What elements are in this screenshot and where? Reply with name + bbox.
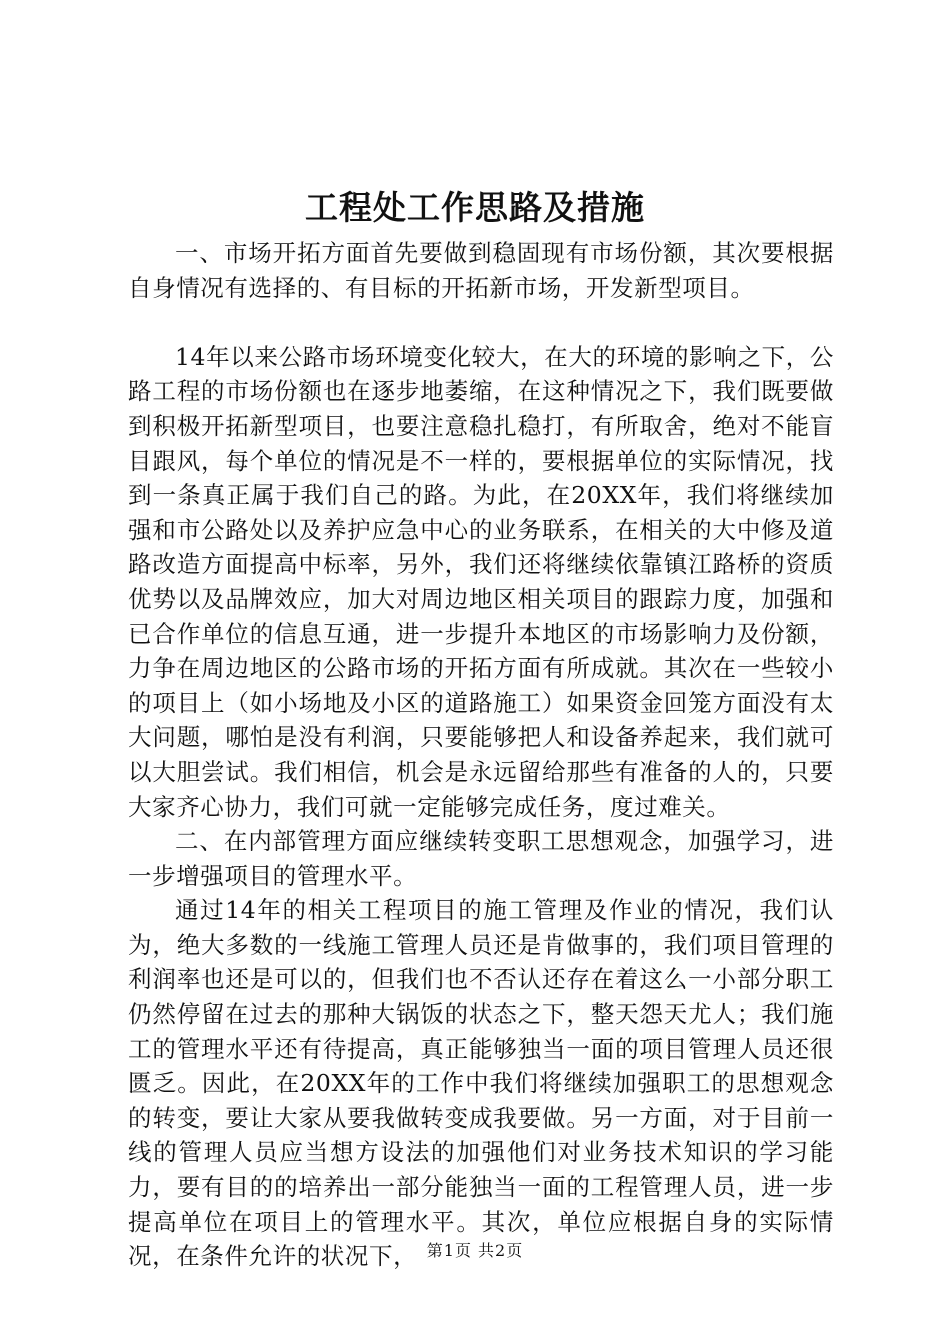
document-body xyxy=(128,236,834,1274)
paragraph-4: 通过14年的相关工程项目的施工管理及作业的情况，我们认为，绝大多数的一线施工管理人员还是肯做事的，我们项目管理的利润率也还是可以的，但我们也不否认还存在着这么一小部分职工仍然停留在过去的那种大锅饭的状态之下，整天怨天尤人；我们施工的管理水平还有待提高，真正能够独当一面的项目管理人员还很匮乏。因此，在20XX年的工作中我们将继续加强职工的思想观念的转变，要让大家从要我做转变成我要做。另一方面，对于目前一线的管理人员应当想方设法的加强他们对业务技术知识的学习能力，要有目的的培养出一部分能独当一面的工程管理人员，进一步提高单位在项目上的管理水平。其次，单位应根据自身的实际情况，在条件允许的状况下， xyxy=(128,896,834,1271)
page-number-footer: 第1页 共2页 xyxy=(426,1241,524,1260)
paragraph-3: 二、在内部管理方面应继续转变职工思想观念，加强学习，进一步增强项目的管理水平。 xyxy=(128,827,834,890)
document-title: 工程处工作思路及措施 xyxy=(305,188,645,227)
paragraph-1: 一、市场开拓方面首先要做到稳固现有市场份额，其次要根据自身情况有选择的、有目标的开拓新市场，开发新型项目。 xyxy=(128,239,834,302)
paragraph-2: 14年以来公路市场环境变化较大，在大的环境的影响之下，公路工程的市场份额也在逐步地萎缩，在这种情况之下，我们既要做到积极开拓新型项目，也要注意稳扎稳打，有所取舍，绝对不能盲目跟风，每个单位的情况是不一样的，要根据单位的实际情况，找到一条真正属于我们自己的路。为此，在20XX年，我们将继续加强和市公路处以及养护应急中心的业务联系，在相关的大中修及道路改造方面提高中标率，另外，我们还将继续依靠镇江路桥的资质优势以及品牌效应，加大对周边地区相关项目的跟踪力度，加强和已合作单位的信息互通，进一步提升本地区的市场影响力及份额，力争在周边地区的公路市场的开拓方面有所成就。其次在一些较小的项目上（如小场地及小区的道路施工）如果资金回笼方面没有太大问题，哪怕是没有利润，只要能够把人和设备养起来，我们就可以大胆尝试。我们相信，机会是永远留给那些有准备的人的，只要大家齐心协力，我们可就一定能够完成任务，度过难关。 xyxy=(128,342,834,821)
